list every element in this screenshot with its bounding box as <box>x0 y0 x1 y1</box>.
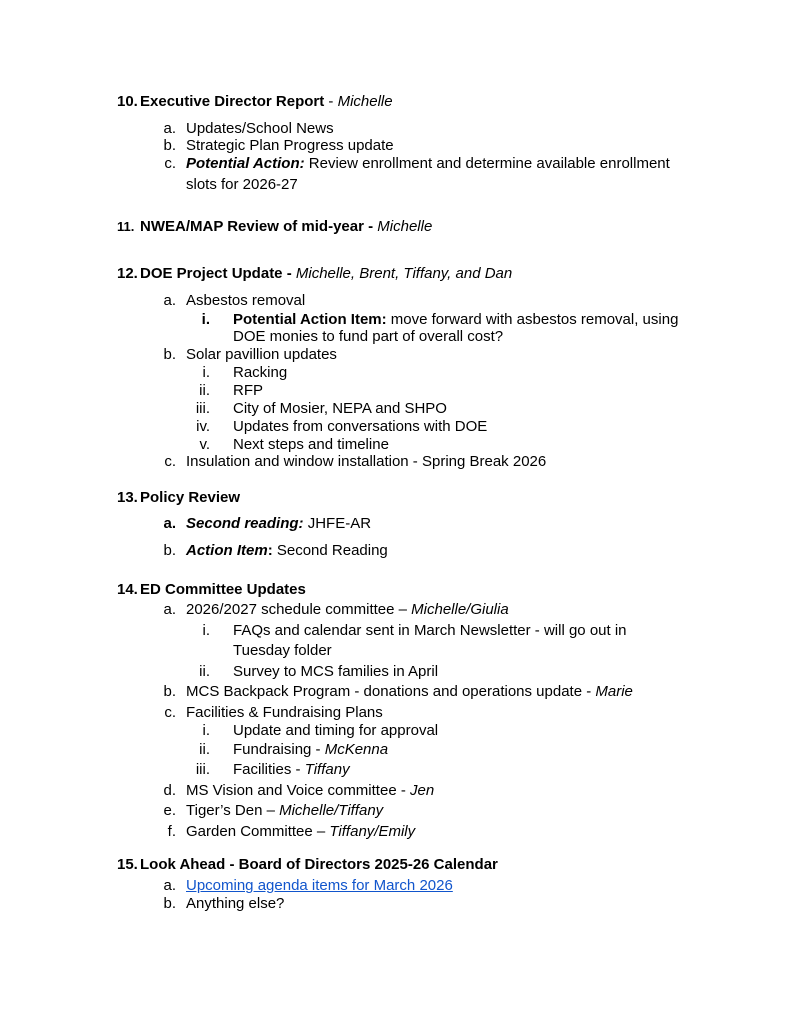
item-text: Garden Committee – <box>186 823 330 840</box>
item-text: Updates/School News <box>186 120 334 137</box>
sub-list-item <box>0 382 791 400</box>
list-marker: ii. <box>199 382 210 399</box>
list-marker: iv. <box>196 418 210 435</box>
item-text: Review enrollment and determine available enrollment <box>304 155 670 172</box>
sub-list-item <box>0 622 791 640</box>
section-number: 13. <box>117 489 138 506</box>
item-text: move forward with asbestos removal, using <box>386 311 679 328</box>
list-marker: b. <box>163 542 176 559</box>
list-item <box>0 782 791 800</box>
upcoming-agenda-link[interactable]: Upcoming agenda items for March 2026 <box>186 877 453 894</box>
presenter: Tiffany/Emily <box>329 823 416 840</box>
list-marker: a. <box>163 515 176 532</box>
item-text: Facilities - <box>233 761 305 778</box>
list-item <box>0 515 791 533</box>
item-label: Second reading: <box>186 515 304 532</box>
item-text: Racking <box>233 364 288 381</box>
list-item <box>0 877 791 895</box>
item-text: Update and timing for approval <box>233 722 439 739</box>
sub-list-item <box>0 364 791 382</box>
separator: - <box>324 93 338 110</box>
list-marker: iii. <box>195 761 210 778</box>
presenter: Marie <box>595 683 633 700</box>
list-item <box>0 542 791 560</box>
list-marker: i. <box>202 722 210 739</box>
item-label: Potential Action: <box>186 155 305 172</box>
list-item <box>0 137 791 155</box>
section-number: 12. <box>117 265 138 282</box>
item-label: Action Item <box>186 542 268 559</box>
sub-list-item <box>0 722 791 740</box>
sub-list-item <box>0 663 791 681</box>
item-text: Updates from conversations with DOE <box>233 418 488 435</box>
list-marker: d. <box>163 782 176 799</box>
list-marker: i. <box>202 622 210 639</box>
list-item <box>0 155 791 173</box>
list-marker: c. <box>164 155 176 172</box>
section-title: Policy Review <box>140 489 241 506</box>
item-text-continued: slots for 2026-27 <box>186 176 298 193</box>
list-marker: ii. <box>199 741 210 758</box>
list-marker: i. <box>202 364 210 381</box>
list-marker: v. <box>199 436 210 453</box>
section-title: Executive Director Report <box>140 93 325 110</box>
item-text: Anything else? <box>186 895 285 912</box>
list-item <box>0 895 791 913</box>
presenter: Tiffany <box>304 761 350 778</box>
list-marker: b. <box>163 895 176 912</box>
list-marker: c. <box>164 704 176 721</box>
section-title: Look Ahead - Board of Directors 2025-26 Calendar <box>140 856 498 873</box>
list-item <box>0 683 791 701</box>
section-number: 15. <box>117 856 138 873</box>
item-text: Second Reading <box>272 542 388 559</box>
list-marker: iii. <box>195 400 210 417</box>
item-text: FAQs and calendar sent in March Newsletter - will go out in <box>233 622 627 639</box>
list-marker: b. <box>163 683 176 700</box>
section-number: 11. <box>117 219 135 234</box>
section-title: NWEA/MAP Review of mid-year - <box>140 218 374 235</box>
item-text-continued: Tuesday folder <box>233 642 332 659</box>
list-marker: c. <box>164 453 176 470</box>
item-text: Strategic Plan Progress update <box>186 137 394 154</box>
item-text: Facilities & Fundraising Plans <box>186 704 383 721</box>
list-item <box>0 704 791 722</box>
presenter: Michelle/Tiffany <box>279 802 384 819</box>
list-marker: f. <box>167 823 176 840</box>
sub-list-item <box>0 418 791 436</box>
section-number: 10. <box>117 93 138 110</box>
item-text-continued: DOE monies to fund part of overall cost? <box>233 328 504 345</box>
sub-list-item <box>0 436 791 454</box>
list-item <box>0 802 791 820</box>
item-text: RFP <box>233 382 263 399</box>
list-marker: a. <box>163 120 176 137</box>
list-item <box>0 601 791 619</box>
section-number: 14. <box>117 581 138 598</box>
list-marker: ii. <box>199 663 210 680</box>
presenter: Michelle <box>337 93 393 110</box>
list-item <box>0 453 791 471</box>
item-text: Tiger’s Den – <box>186 802 280 819</box>
list-marker: i. <box>201 311 210 328</box>
list-marker: a. <box>163 877 176 894</box>
list-item <box>0 292 791 310</box>
item-text: MCS Backpack Program - donations and operations update - <box>186 683 596 700</box>
section-title: ED Committee Updates <box>140 581 306 598</box>
item-text: JHFE-AR <box>303 515 372 532</box>
presenter: Michelle <box>373 218 433 235</box>
list-marker: b. <box>163 346 176 363</box>
item-text: Survey to MCS families in April <box>233 663 439 680</box>
item-text: Insulation and window installation - Spring Break 2026 <box>186 453 547 470</box>
list-marker: a. <box>163 601 176 618</box>
presenter: McKenna <box>324 741 389 758</box>
presenter: Michelle, Brent, Tiffany, and Dan <box>291 265 513 282</box>
item-text: Solar pavillion updates <box>186 346 337 363</box>
item-label: Potential Action Item: <box>233 311 387 328</box>
item-text: MS Vision and Voice committee - <box>186 782 410 799</box>
item-text: Asbestos removal <box>186 292 306 309</box>
list-item <box>0 823 791 841</box>
presenter: Michelle/Giulia <box>411 601 509 618</box>
list-item <box>0 346 791 364</box>
presenter: Jen <box>410 782 435 799</box>
list-marker: b. <box>163 137 176 154</box>
sub-list-item <box>0 311 791 329</box>
item-text: Fundraising - <box>233 741 325 758</box>
item-text: City of Mosier, NEPA and SHPO <box>233 400 447 417</box>
sub-list-item <box>0 761 791 779</box>
list-marker: e. <box>163 802 176 819</box>
sub-list-item <box>0 400 791 418</box>
item-text: Next steps and timeline <box>233 436 389 453</box>
list-marker: a. <box>163 292 176 309</box>
list-item <box>0 120 791 138</box>
item-text: 2026/2027 schedule committee – <box>186 601 412 618</box>
item-label-colon: : <box>267 542 273 559</box>
sub-list-item <box>0 741 791 759</box>
section-title: DOE Project Update - <box>140 265 292 282</box>
